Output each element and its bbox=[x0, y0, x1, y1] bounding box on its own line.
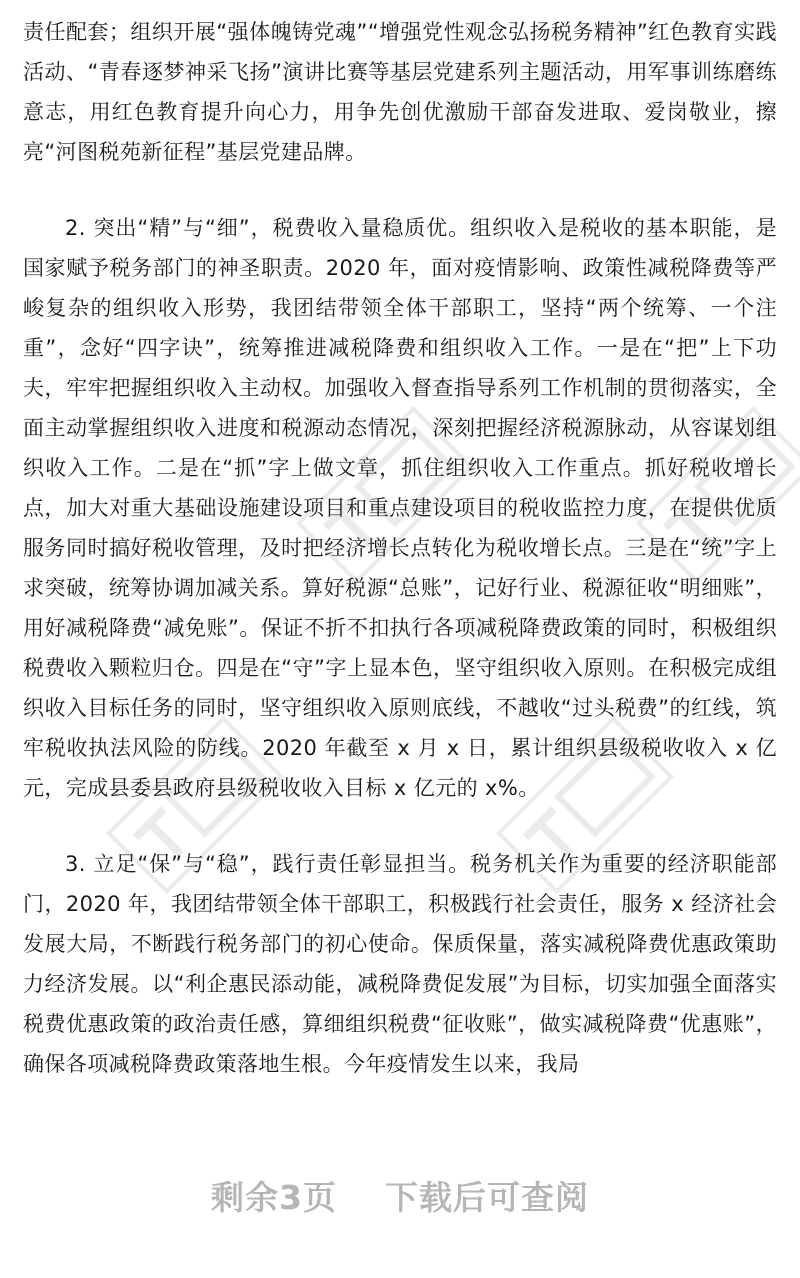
paragraph-gap bbox=[23, 172, 777, 208]
download-prompt-label[interactable]: 下载后可查阅 bbox=[384, 1178, 589, 1217]
paragraph-continuation: 责任配套；组织开展“强体魄铸党魂”“增强党性观念弘扬税务精神”红色教育实践活动、“青春逐梦神采飞扬”演讲比赛等基层党建系列主题活动，用军事训练磨练意志，用红色教育提升向心力，用争先创优激励干部奋发进取、爱岗敬业，擦亮“河图税苑新征程”基层党建品牌。 bbox=[23, 20, 777, 164]
paragraph-gap bbox=[23, 808, 777, 844]
remaining-pages-label: 剩余3页 bbox=[211, 1178, 337, 1217]
paragraph-section-2: 2. 突出“精”与“细”，税费收入量稳质优。组织收入是税收的基本职能，是国家赋予税务部门的神圣职责。2020 年，面对疫情影响、政策性减税降费等严峻复杂的组织收入形势，我团结带领全体干部职工，坚持“两个统筹、一个注重”，念好“四字诀”，统筹推进减税降费和组织收入工作。一是在“把”上下功夫，牢牢把握组织收入主动权。加强收入督查指导系列工作机制的贯彻落实，全面主动掌握组织收入进度和税源动态情况，深刻把握经济税源脉动，从容谋划组织收入工作。二是在“抓”字上做文章，抓住组织收入工作重点。抓好税收增长点，加大对重大基础设施建设项目和重点建设项目的税收监控力度，在提供优质服务同时搞好税收管理，及时把经济增长点转化为税收增长点。三是在“统”字上求突破，统筹协调加减关系。算好税源“总账”，记好行业、税源征收“明细账”，用好减税降费“减免账”。保证不折不扣执行各项减税降费政策的同时，积极组织税费收入颗粒归仓。四是在“守”字上显本色，坚守组织收入原则。在积极完成组织收入目标任务的同时，坚守组织收入原则底线，不越收“过头税费”的红线，筑牢税收执法风险的防线。2020 年截至 x 月 x 日，累计组织县级税收收入 x 亿元，完成县委县政府县级税收收入目标 x 亿元的 x%。 bbox=[23, 216, 777, 800]
document-body bbox=[23, 12, 777, 1084]
download-banner[interactable] bbox=[0, 1168, 800, 1228]
paragraph-section-3: 3. 立足“保”与“稳”，践行责任彰显担当。税务机关作为重要的经济职能部门，2020 年，我团结带领全体干部职工，积极践行社会责任，服务 x 经济社会发展大局，不断践行税务部门的初心使命。保质保量，落实减税降费优惠政策助力经济发展。以“利企惠民添动能，减税降费促发展”为目标，切实加强全面落实税费优惠政策的政治责任感，算细组织税费“征收账”，做实减税降费“优惠账”，确保各项减税降费政策落地生根。今年疫情发生以来，我局 bbox=[23, 852, 777, 1076]
